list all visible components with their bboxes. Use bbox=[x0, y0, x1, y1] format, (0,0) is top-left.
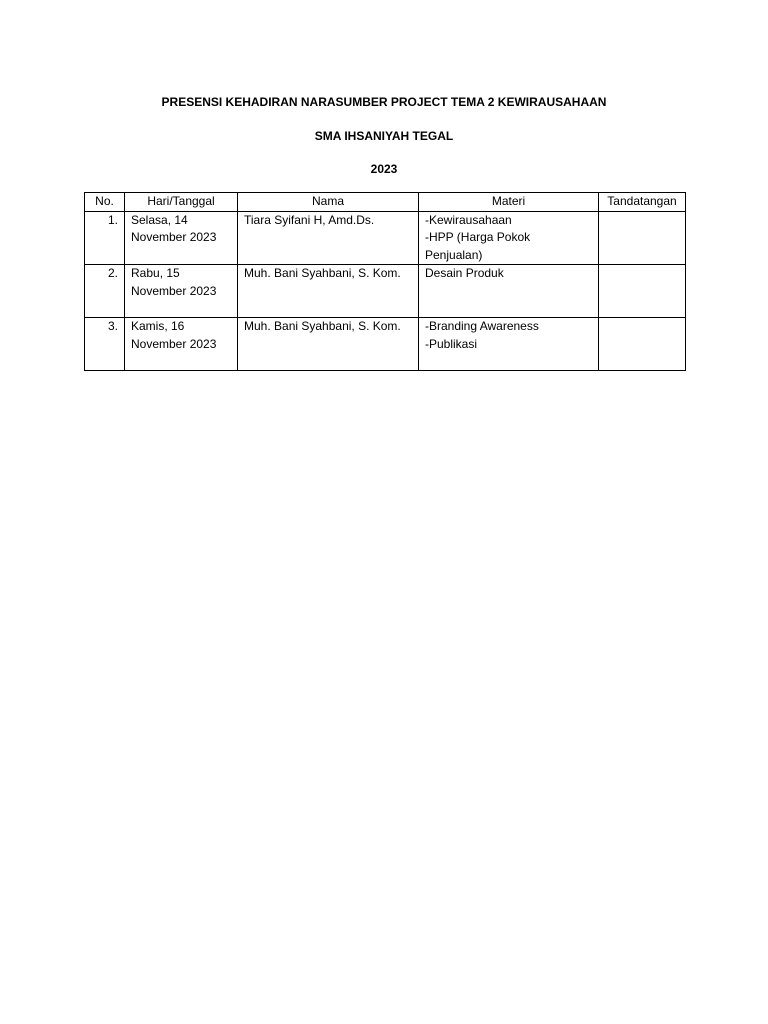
column-header-date: Hari/Tanggal bbox=[125, 193, 238, 212]
date-cell bbox=[125, 211, 238, 265]
date-cell bbox=[125, 265, 238, 318]
materi-item: -HPP (Harga Pokok bbox=[425, 230, 531, 244]
materi-item: -Kewirausahaan bbox=[425, 212, 512, 227]
date-text: November 2023 bbox=[131, 283, 217, 298]
row-number: 3. bbox=[85, 318, 125, 371]
column-header-name: Nama bbox=[238, 193, 419, 212]
materi-item: Penjualan) bbox=[425, 247, 483, 262]
date-text: November 2023 bbox=[131, 230, 217, 244]
materi-cell bbox=[419, 265, 599, 318]
signature-cell bbox=[599, 318, 686, 371]
column-header-materi: Materi bbox=[419, 193, 599, 212]
materi-item: Desain Produk bbox=[425, 266, 504, 280]
signature-cell bbox=[599, 211, 686, 265]
materi-cell bbox=[419, 318, 599, 371]
day-text: Rabu, 15 bbox=[131, 266, 180, 280]
speaker-name: Tiara Syifani H, Amd.Ds. bbox=[238, 211, 419, 265]
table-row bbox=[85, 265, 686, 318]
date-cell bbox=[125, 318, 238, 371]
attendance-table bbox=[84, 192, 686, 371]
column-header-no: No. bbox=[85, 193, 125, 212]
row-number: 1. bbox=[85, 211, 125, 265]
day-text: Selasa, 14 bbox=[131, 212, 188, 227]
table-header-row bbox=[85, 193, 686, 212]
materi-item: -Publikasi bbox=[425, 336, 478, 351]
date-text: November 2023 bbox=[131, 336, 217, 351]
speaker-name: Muh. Bani Syahbani, S. Kom. bbox=[238, 265, 419, 318]
signature-cell bbox=[599, 265, 686, 318]
day-text: Kamis, 16 bbox=[131, 319, 185, 333]
materi-cell bbox=[419, 211, 599, 265]
document-year: 2023 bbox=[370, 162, 398, 176]
column-header-signature: Tandatangan bbox=[599, 193, 686, 212]
materi-item: -Branding Awareness bbox=[425, 319, 539, 333]
table-row bbox=[85, 211, 686, 265]
speaker-name: Muh. Bani Syahbani, S. Kom. bbox=[238, 318, 419, 371]
document-title: PRESENSI KEHADIRAN NARASUMBER PROJECT TEMA 2 KEWIRAUSAHAAN bbox=[161, 95, 607, 109]
table-row bbox=[85, 318, 686, 371]
school-name: SMA IHSANIYAH TEGAL bbox=[314, 129, 454, 143]
row-number: 2. bbox=[85, 265, 125, 318]
